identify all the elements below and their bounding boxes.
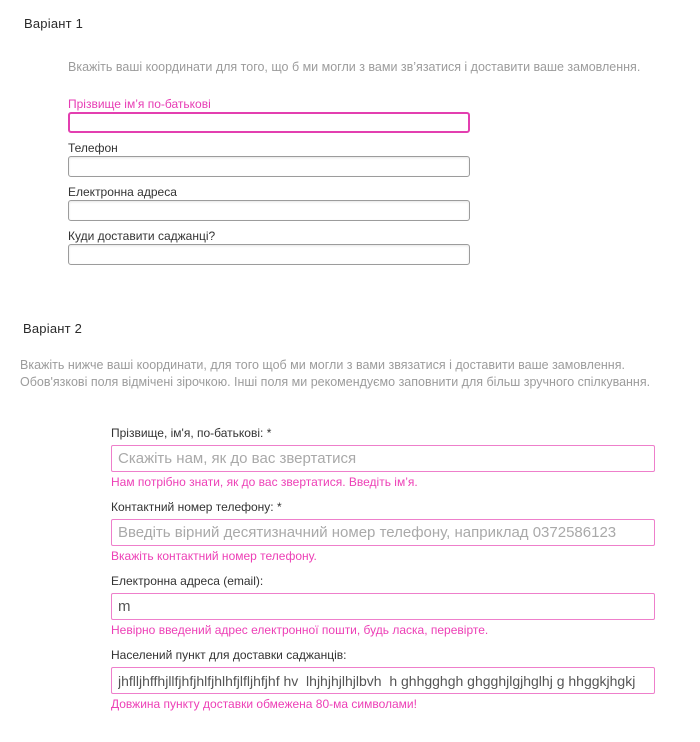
variant2-form	[111, 426, 655, 722]
v1-email-label: Електронна адреса	[68, 185, 177, 199]
v2-delivery-error: Довжина пункту доставки обмежена 80-ма символами!	[111, 697, 417, 711]
v2-fullname-label: Прізвище, ім'я, по-батькові: *	[111, 426, 272, 440]
v2-email-label: Електронна адреса (email):	[111, 574, 264, 588]
v1-phone-row	[68, 141, 470, 177]
v2-phone-error: Вкажіть контактний номер телефону.	[111, 549, 317, 563]
v1-phone-label: Телефон	[68, 141, 118, 155]
v2-fullname-error: Нам потрібно знати, як до вас звертатися. Введіть ім’я.	[111, 475, 418, 489]
v2-delivery-input[interactable]	[111, 667, 655, 694]
v2-phone-group	[111, 500, 655, 564]
v1-delivery-row	[68, 229, 470, 265]
v2-email-input[interactable]	[111, 593, 655, 620]
v1-fullname-label: Прізвище ім’я по-батькові	[68, 97, 211, 111]
v1-delivery-input[interactable]	[68, 244, 470, 265]
v2-delivery-group	[111, 648, 655, 712]
v1-phone-input[interactable]	[68, 156, 470, 177]
v2-fullname-input[interactable]	[111, 445, 655, 472]
v2-phone-input[interactable]	[111, 519, 655, 546]
v2-email-error: Невірно введений адрес електронної пошти, будь ласка, перевірте.	[111, 623, 489, 637]
v1-fullname-input[interactable]	[68, 112, 470, 133]
v2-email-group	[111, 574, 655, 638]
variant2-heading: Варіант 2	[23, 321, 83, 336]
v1-delivery-label: Куди доставити саджанці?	[68, 229, 216, 243]
variant1-form	[68, 97, 470, 273]
v2-delivery-label: Населений пункт для доставки саджанців:	[111, 648, 347, 662]
v2-fullname-group	[111, 426, 655, 490]
variant1-intro-text: Вкажіть ваші координати для того, що б ми могли з вами зв’язатися і доставити ваше замовлення.	[68, 60, 641, 74]
v1-email-row	[68, 185, 470, 221]
v2-phone-label: Контактний номер телефону: *	[111, 500, 282, 514]
variant1-heading: Варіант 1	[24, 16, 84, 31]
variant2-intro-text: Вкажіть нижче ваші координати, для того щоб ми могли з вами звязатися і доставити ваше замовлення. Обов'язкові поля відмічені зірочкою. Інші поля ми рекомендуємо заповнити для більш зручного спілкування.	[20, 358, 651, 389]
v1-email-input[interactable]	[68, 200, 470, 221]
v1-fullname-row	[68, 97, 470, 133]
